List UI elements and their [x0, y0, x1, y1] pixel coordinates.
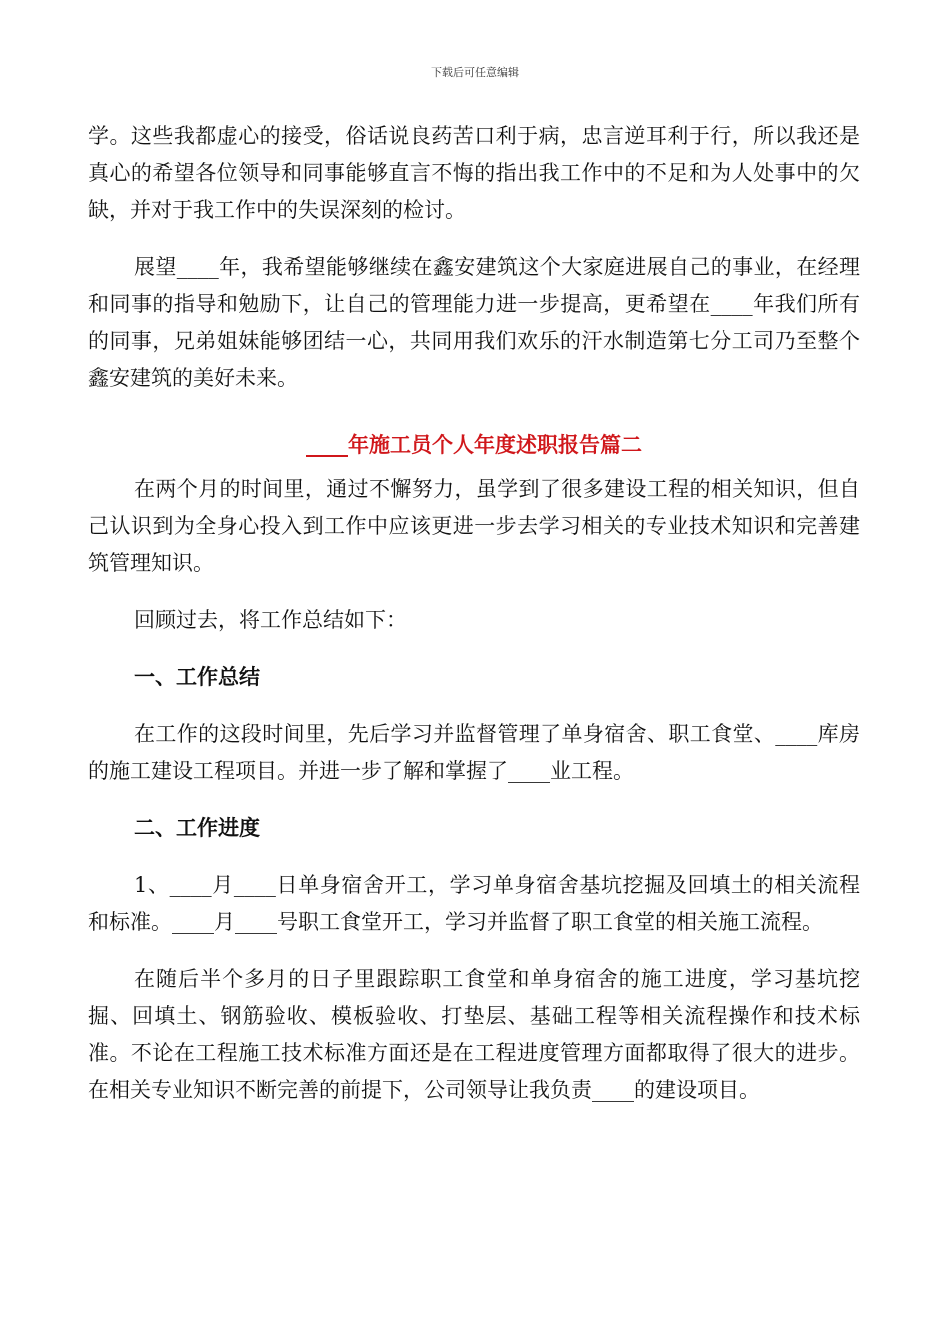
paragraph-review: 回顾过去，将工作总结如下：	[134, 608, 407, 632]
section-heading-work-summary: 一、工作总结	[134, 665, 260, 689]
paragraph-work-summary: 在工作的这段时间里，先后学习并监督管理了单身宿舍、职工食堂、____库房的施工建设工程项目。并进一步了解和掌握了____业工程。	[88, 722, 860, 783]
paragraph-outlook: 展望____年，我希望能够继续在鑫安建筑这个大家庭进展自己的事业，在经理和同事的指导和勉励下，让自己的管理能力进一步提高，更希望在____年我们所有的同事，兄弟姐妹能够团结一心，共同用我们欢乐的汗水制造第七分工司乃至整个鑫安建筑的美好未来。	[88, 255, 860, 390]
paragraph-intro: 在两个月的时间里，通过不懈努力，虽学到了很多建设工程的相关知识，但自己认识到为全身心投入到工作中应该更进一步去学习相关的专业技术知识和完善建筑管理知识。	[88, 477, 860, 575]
section-heading-work-progress: 二、工作进度	[134, 816, 260, 840]
page-header: 下载后可任意编辑	[431, 66, 519, 79]
document-body	[88, 118, 860, 1109]
paragraph-progress-follow-up: 在随后半个多月的日子里跟踪职工食堂和单身宿舍的施工进度，学习基坑挖掘、回填土、钢筋验收、模板验收、打垫层、基础工程等相关流程操作和技术标准。不论在工程施工技术标准方面还是在工程进度管理方面都取得了很大的进步。在相关专业知识不断完善的前提下，公司领导让我负责____的建设项目。	[88, 967, 860, 1102]
paragraph-progress-item-1: 1、____月____日单身宿舍开工，学习单身宿舍基坑挖掘及回填土的相关流程和标准。____月____号职工食堂开工，学习并监督了职工食堂的相关施工流程。	[88, 873, 860, 934]
paragraph-continuation: 学。这些我都虚心的接受，俗话说良药苦口利于病，忠言逆耳利于行，所以我还是真心的希望各位领导和同事能够直言不悔的指出我工作中的不足和为人处事中的欠缺，并对于我工作中的失误深刻的检讨。	[88, 124, 860, 222]
report-title: ____年施工员个人年度述职报告篇二	[306, 432, 642, 457]
